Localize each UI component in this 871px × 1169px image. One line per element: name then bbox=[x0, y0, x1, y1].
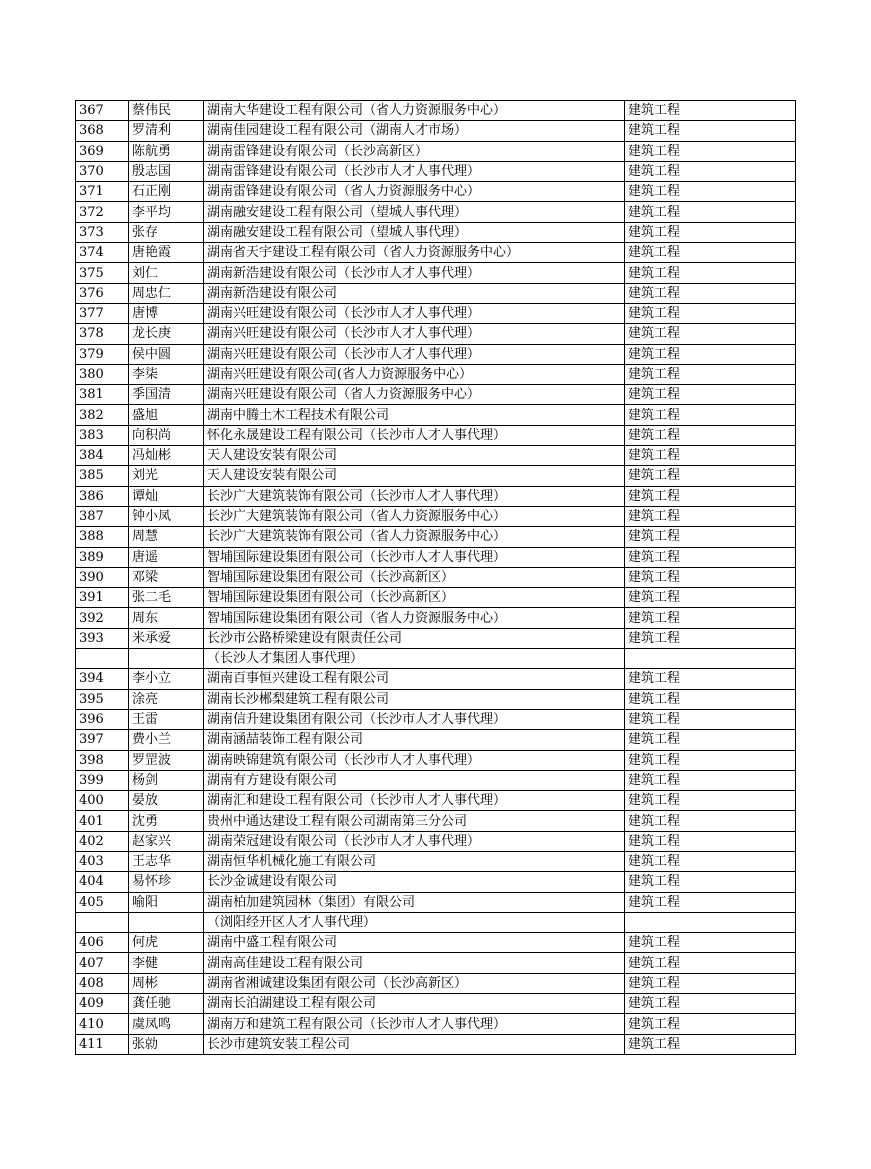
row-number-cell: 379 bbox=[76, 344, 129, 364]
row-number-cell: 370 bbox=[76, 161, 129, 181]
specialty-cell: 建筑工程 bbox=[625, 161, 796, 181]
table-row bbox=[76, 506, 796, 526]
person-name-cell: 杨剑 bbox=[129, 770, 204, 790]
specialty-cell: 建筑工程 bbox=[625, 689, 796, 709]
table-row bbox=[76, 364, 796, 384]
work-unit-cell: 湖南高佳建设工程有限公司 bbox=[204, 953, 625, 973]
row-number-cell: 409 bbox=[76, 994, 129, 1014]
person-name-cell: 沈勇 bbox=[129, 811, 204, 831]
row-number-cell: 394 bbox=[76, 669, 129, 689]
row-number-cell bbox=[76, 912, 129, 932]
table-row bbox=[76, 263, 796, 283]
table-row bbox=[76, 527, 796, 547]
table-row bbox=[76, 446, 796, 466]
person-name-cell: 龚任驰 bbox=[129, 994, 204, 1014]
table-row bbox=[76, 466, 796, 486]
work-unit-cell: 湖南长沙郴梨建筑工程有限公司 bbox=[204, 689, 625, 709]
person-name-cell: 何虎 bbox=[129, 933, 204, 953]
table-row bbox=[76, 994, 796, 1014]
row-number-cell: 400 bbox=[76, 791, 129, 811]
work-unit-cell: 湖南万和建筑工程有限公司（长沙市人才人事代理） bbox=[204, 1014, 625, 1034]
work-unit-cell: 湖南中盛工程有限公司 bbox=[204, 933, 625, 953]
work-unit-cell: 湖南涵喆装饰工程有限公司 bbox=[204, 730, 625, 750]
work-unit-cell: 天人建设安装有限公司 bbox=[204, 466, 625, 486]
work-unit-cell: 湖南雷锋建设有限公司（长沙市人才人事代理） bbox=[204, 161, 625, 181]
work-unit-cell: （浏阳经开区人才人事代理） bbox=[204, 912, 625, 932]
person-name-cell: 侯中圆 bbox=[129, 344, 204, 364]
table-row bbox=[76, 344, 796, 364]
specialty-cell: 建筑工程 bbox=[625, 527, 796, 547]
row-number-cell: 404 bbox=[76, 872, 129, 892]
row-number-cell: 401 bbox=[76, 811, 129, 831]
table-row bbox=[76, 141, 796, 161]
specialty-cell: 建筑工程 bbox=[625, 243, 796, 263]
work-unit-cell: 湖南信升建设集团有限公司（长沙市人才人事代理） bbox=[204, 709, 625, 729]
person-name-cell: 王志华 bbox=[129, 851, 204, 871]
specialty-cell: 建筑工程 bbox=[625, 994, 796, 1014]
work-unit-cell: 湖南映锦建筑有限公司（长沙市人才人事代理） bbox=[204, 750, 625, 770]
work-unit-cell: 湖南雷锋建设有限公司（省人力资源服务中心） bbox=[204, 182, 625, 202]
person-name-cell: 殷志国 bbox=[129, 161, 204, 181]
work-unit-cell: 湖南恒华机械化施工有限公司 bbox=[204, 851, 625, 871]
row-number-cell: 372 bbox=[76, 202, 129, 222]
specialty-cell: 建筑工程 bbox=[625, 344, 796, 364]
work-unit-cell: （长沙人才集团人事代理） bbox=[204, 649, 625, 669]
row-number-cell: 367 bbox=[76, 101, 129, 121]
work-unit-cell: 智埔国际建设集团有限公司（省人力资源服务中心） bbox=[204, 608, 625, 628]
row-number-cell: 392 bbox=[76, 608, 129, 628]
table-row bbox=[76, 973, 796, 993]
work-unit-cell: 湖南新浩建设有限公司 bbox=[204, 283, 625, 303]
specialty-cell: 建筑工程 bbox=[625, 567, 796, 587]
row-number-cell: 410 bbox=[76, 1014, 129, 1034]
table-row bbox=[76, 222, 796, 242]
person-name-cell: 盛旭 bbox=[129, 405, 204, 425]
specialty-cell bbox=[625, 649, 796, 669]
work-unit-cell: 湖南兴旺建设有限公司（长沙市人才人事代理） bbox=[204, 344, 625, 364]
work-unit-cell: 长沙广大建筑装饰有限公司（长沙市人才人事代理） bbox=[204, 486, 625, 506]
row-number-cell: 386 bbox=[76, 486, 129, 506]
table-row bbox=[76, 101, 796, 121]
person-name-cell: 米承爱 bbox=[129, 628, 204, 648]
table-row bbox=[76, 912, 796, 932]
work-unit-cell: 湖南兴旺建设有限公司（省人力资源服务中心） bbox=[204, 385, 625, 405]
row-number-cell: 376 bbox=[76, 283, 129, 303]
specialty-cell: 建筑工程 bbox=[625, 547, 796, 567]
row-number-cell: 408 bbox=[76, 973, 129, 993]
row-number-cell: 403 bbox=[76, 851, 129, 871]
table-row bbox=[76, 588, 796, 608]
specialty-cell: 建筑工程 bbox=[625, 182, 796, 202]
work-unit-cell: 贵州中通达建设工程有限公司湖南第三分公司 bbox=[204, 811, 625, 831]
specialty-cell: 建筑工程 bbox=[625, 628, 796, 648]
person-name-cell: 钟小凤 bbox=[129, 506, 204, 526]
table-row bbox=[76, 851, 796, 871]
person-name-cell: 张勍 bbox=[129, 1034, 204, 1054]
table-row bbox=[76, 669, 796, 689]
person-name-cell: 周忠仁 bbox=[129, 283, 204, 303]
specialty-cell: 建筑工程 bbox=[625, 202, 796, 222]
table-row bbox=[76, 182, 796, 202]
table-row bbox=[76, 953, 796, 973]
specialty-cell: 建筑工程 bbox=[625, 608, 796, 628]
person-name-cell: 周慧 bbox=[129, 527, 204, 547]
person-name-cell: 张二毛 bbox=[129, 588, 204, 608]
work-unit-cell: 湖南百事恒兴建设工程有限公司 bbox=[204, 669, 625, 689]
person-name-cell: 喻阳 bbox=[129, 892, 204, 912]
table-row bbox=[76, 547, 796, 567]
person-name-cell: 罗罡波 bbox=[129, 750, 204, 770]
table-row bbox=[76, 831, 796, 851]
row-number-cell: 383 bbox=[76, 425, 129, 445]
row-number-cell: 368 bbox=[76, 121, 129, 141]
row-number-cell: 399 bbox=[76, 770, 129, 790]
specialty-cell: 建筑工程 bbox=[625, 892, 796, 912]
table-row bbox=[76, 385, 796, 405]
row-number-cell: 378 bbox=[76, 324, 129, 344]
table-row bbox=[76, 770, 796, 790]
work-unit-cell: 湖南佳园建设工程有限公司（湖南人才市场） bbox=[204, 121, 625, 141]
person-name-cell: 晏放 bbox=[129, 791, 204, 811]
specialty-cell: 建筑工程 bbox=[625, 101, 796, 121]
person-name-cell: 冯灿彬 bbox=[129, 446, 204, 466]
work-unit-cell: 湖南省湘诚建设集团有限公司（长沙高新区） bbox=[204, 973, 625, 993]
table-row bbox=[76, 283, 796, 303]
row-number-cell: 375 bbox=[76, 263, 129, 283]
table-row bbox=[76, 892, 796, 912]
person-name-cell: 周彬 bbox=[129, 973, 204, 993]
person-name-cell: 向积尚 bbox=[129, 425, 204, 445]
specialty-cell: 建筑工程 bbox=[625, 973, 796, 993]
person-name-cell bbox=[129, 912, 204, 932]
person-name-cell: 易怀珍 bbox=[129, 872, 204, 892]
specialty-cell: 建筑工程 bbox=[625, 405, 796, 425]
roster-table bbox=[75, 100, 796, 1055]
specialty-cell: 建筑工程 bbox=[625, 1034, 796, 1054]
person-name-cell: 张存 bbox=[129, 222, 204, 242]
specialty-cell: 建筑工程 bbox=[625, 791, 796, 811]
table-row bbox=[76, 405, 796, 425]
specialty-cell: 建筑工程 bbox=[625, 709, 796, 729]
person-name-cell: 唐遥 bbox=[129, 547, 204, 567]
row-number-cell: 406 bbox=[76, 933, 129, 953]
table-row bbox=[76, 709, 796, 729]
table-row bbox=[76, 202, 796, 222]
specialty-cell: 建筑工程 bbox=[625, 831, 796, 851]
table-row bbox=[76, 324, 796, 344]
person-name-cell: 李柒 bbox=[129, 364, 204, 384]
table-row bbox=[76, 689, 796, 709]
person-name-cell: 涂亮 bbox=[129, 689, 204, 709]
person-name-cell: 李小立 bbox=[129, 669, 204, 689]
row-number-cell: 380 bbox=[76, 364, 129, 384]
row-number-cell: 384 bbox=[76, 446, 129, 466]
row-number-cell: 391 bbox=[76, 588, 129, 608]
work-unit-cell: 湖南融安建设工程有限公司（望城人事代理） bbox=[204, 222, 625, 242]
specialty-cell: 建筑工程 bbox=[625, 446, 796, 466]
table-row bbox=[76, 1034, 796, 1054]
table-row bbox=[76, 486, 796, 506]
row-number-cell: 382 bbox=[76, 405, 129, 425]
row-number-cell bbox=[76, 649, 129, 669]
person-name-cell: 陈航勇 bbox=[129, 141, 204, 161]
row-number-cell: 381 bbox=[76, 385, 129, 405]
specialty-cell: 建筑工程 bbox=[625, 1014, 796, 1034]
table-row bbox=[76, 750, 796, 770]
table-row bbox=[76, 628, 796, 648]
person-name-cell: 唐艳霞 bbox=[129, 243, 204, 263]
work-unit-cell: 湖南兴旺建设有限公司（长沙市人才人事代理） bbox=[204, 303, 625, 323]
specialty-cell: 建筑工程 bbox=[625, 872, 796, 892]
row-number-cell: 402 bbox=[76, 831, 129, 851]
row-number-cell: 385 bbox=[76, 466, 129, 486]
specialty-cell: 建筑工程 bbox=[625, 770, 796, 790]
person-name-cell: 龙长庚 bbox=[129, 324, 204, 344]
work-unit-cell: 长沙市公路桥梁建设有限责任公司 bbox=[204, 628, 625, 648]
person-name-cell: 谭灿 bbox=[129, 486, 204, 506]
row-number-cell: 373 bbox=[76, 222, 129, 242]
work-unit-cell: 智埔国际建设集团有限公司（长沙高新区） bbox=[204, 567, 625, 587]
specialty-cell: 建筑工程 bbox=[625, 811, 796, 831]
work-unit-cell: 湖南长泊湖建设工程有限公司 bbox=[204, 994, 625, 1014]
table-row bbox=[76, 161, 796, 181]
table-row bbox=[76, 608, 796, 628]
person-name-cell: 邓梁 bbox=[129, 567, 204, 587]
specialty-cell: 建筑工程 bbox=[625, 263, 796, 283]
person-name-cell: 罗清利 bbox=[129, 121, 204, 141]
work-unit-cell: 湖南汇和建设工程有限公司（长沙市人才人事代理） bbox=[204, 791, 625, 811]
row-number-cell: 369 bbox=[76, 141, 129, 161]
person-name-cell: 费小兰 bbox=[129, 730, 204, 750]
work-unit-cell: 湖南兴旺建设有限公司（长沙市人才人事代理） bbox=[204, 324, 625, 344]
work-unit-cell: 湖南省天宇建设工程有限公司（省人力资源服务中心） bbox=[204, 243, 625, 263]
table-row bbox=[76, 730, 796, 750]
specialty-cell: 建筑工程 bbox=[625, 466, 796, 486]
specialty-cell: 建筑工程 bbox=[625, 486, 796, 506]
table-row bbox=[76, 791, 796, 811]
row-number-cell: 405 bbox=[76, 892, 129, 912]
specialty-cell: 建筑工程 bbox=[625, 425, 796, 445]
work-unit-cell: 湖南雷锋建设有限公司（长沙高新区） bbox=[204, 141, 625, 161]
person-name-cell: 季国清 bbox=[129, 385, 204, 405]
person-name-cell: 刘仁 bbox=[129, 263, 204, 283]
specialty-cell: 建筑工程 bbox=[625, 364, 796, 384]
person-name-cell: 蔡伟民 bbox=[129, 101, 204, 121]
table-row bbox=[76, 811, 796, 831]
specialty-cell: 建筑工程 bbox=[625, 669, 796, 689]
work-unit-cell: 怀化永晟建设工程有限公司（长沙市人才人事代理） bbox=[204, 425, 625, 445]
person-name-cell: 石正刚 bbox=[129, 182, 204, 202]
table-row bbox=[76, 1014, 796, 1034]
specialty-cell: 建筑工程 bbox=[625, 222, 796, 242]
row-number-cell: 393 bbox=[76, 628, 129, 648]
specialty-cell: 建筑工程 bbox=[625, 953, 796, 973]
person-name-cell: 虞凤鸣 bbox=[129, 1014, 204, 1034]
person-name-cell: 刘光 bbox=[129, 466, 204, 486]
table-row bbox=[76, 933, 796, 953]
specialty-cell: 建筑工程 bbox=[625, 588, 796, 608]
specialty-cell: 建筑工程 bbox=[625, 324, 796, 344]
row-number-cell: 374 bbox=[76, 243, 129, 263]
specialty-cell: 建筑工程 bbox=[625, 851, 796, 871]
row-number-cell: 395 bbox=[76, 689, 129, 709]
row-number-cell: 390 bbox=[76, 567, 129, 587]
roster-body bbox=[76, 101, 796, 1055]
work-unit-cell: 湖南兴旺建设有限公司(省人力资源服务中心） bbox=[204, 364, 625, 384]
specialty-cell: 建筑工程 bbox=[625, 933, 796, 953]
work-unit-cell: 智埔国际建设集团有限公司（长沙高新区） bbox=[204, 588, 625, 608]
specialty-cell: 建筑工程 bbox=[625, 750, 796, 770]
row-number-cell: 396 bbox=[76, 709, 129, 729]
table-row bbox=[76, 567, 796, 587]
specialty-cell: 建筑工程 bbox=[625, 385, 796, 405]
row-number-cell: 389 bbox=[76, 547, 129, 567]
row-number-cell: 387 bbox=[76, 506, 129, 526]
person-name-cell: 李平均 bbox=[129, 202, 204, 222]
person-name-cell: 唐博 bbox=[129, 303, 204, 323]
row-number-cell: 411 bbox=[76, 1034, 129, 1054]
work-unit-cell: 湖南荣冠建设有限公司（长沙市人才人事代理） bbox=[204, 831, 625, 851]
person-name-cell: 赵家兴 bbox=[129, 831, 204, 851]
work-unit-cell: 湖南柏加建筑园林（集团）有限公司 bbox=[204, 892, 625, 912]
specialty-cell: 建筑工程 bbox=[625, 506, 796, 526]
specialty-cell: 建筑工程 bbox=[625, 141, 796, 161]
work-unit-cell: 天人建设安装有限公司 bbox=[204, 446, 625, 466]
table-row bbox=[76, 425, 796, 445]
row-number-cell: 398 bbox=[76, 750, 129, 770]
row-number-cell: 388 bbox=[76, 527, 129, 547]
work-unit-cell: 智埔国际建设集团有限公司（长沙市人才人事代理） bbox=[204, 547, 625, 567]
row-number-cell: 377 bbox=[76, 303, 129, 323]
specialty-cell: 建筑工程 bbox=[625, 283, 796, 303]
work-unit-cell: 湖南大华建设工程有限公司（省人力资源服务中心） bbox=[204, 101, 625, 121]
person-name-cell bbox=[129, 649, 204, 669]
person-name-cell: 李健 bbox=[129, 953, 204, 973]
person-name-cell: 周东 bbox=[129, 608, 204, 628]
work-unit-cell: 湖南有方建设有限公司 bbox=[204, 770, 625, 790]
work-unit-cell: 湖南融安建设工程有限公司（望城人事代理） bbox=[204, 202, 625, 222]
work-unit-cell: 湖南中腾土木工程技术有限公司 bbox=[204, 405, 625, 425]
table-row bbox=[76, 121, 796, 141]
work-unit-cell: 长沙市建筑安装工程公司 bbox=[204, 1034, 625, 1054]
person-name-cell: 王雷 bbox=[129, 709, 204, 729]
specialty-cell: 建筑工程 bbox=[625, 121, 796, 141]
row-number-cell: 407 bbox=[76, 953, 129, 973]
specialty-cell: 建筑工程 bbox=[625, 730, 796, 750]
work-unit-cell: 长沙广大建筑装饰有限公司（省人力资源服务中心） bbox=[204, 506, 625, 526]
row-number-cell: 397 bbox=[76, 730, 129, 750]
table-row bbox=[76, 243, 796, 263]
table-row bbox=[76, 649, 796, 669]
row-number-cell: 371 bbox=[76, 182, 129, 202]
work-unit-cell: 湖南新浩建设有限公司（长沙市人才人事代理） bbox=[204, 263, 625, 283]
table-row bbox=[76, 303, 796, 323]
table-row bbox=[76, 872, 796, 892]
work-unit-cell: 长沙广大建筑装饰有限公司（省人力资源服务中心） bbox=[204, 527, 625, 547]
specialty-cell: 建筑工程 bbox=[625, 303, 796, 323]
work-unit-cell: 长沙金诚建设有限公司 bbox=[204, 872, 625, 892]
specialty-cell bbox=[625, 912, 796, 932]
